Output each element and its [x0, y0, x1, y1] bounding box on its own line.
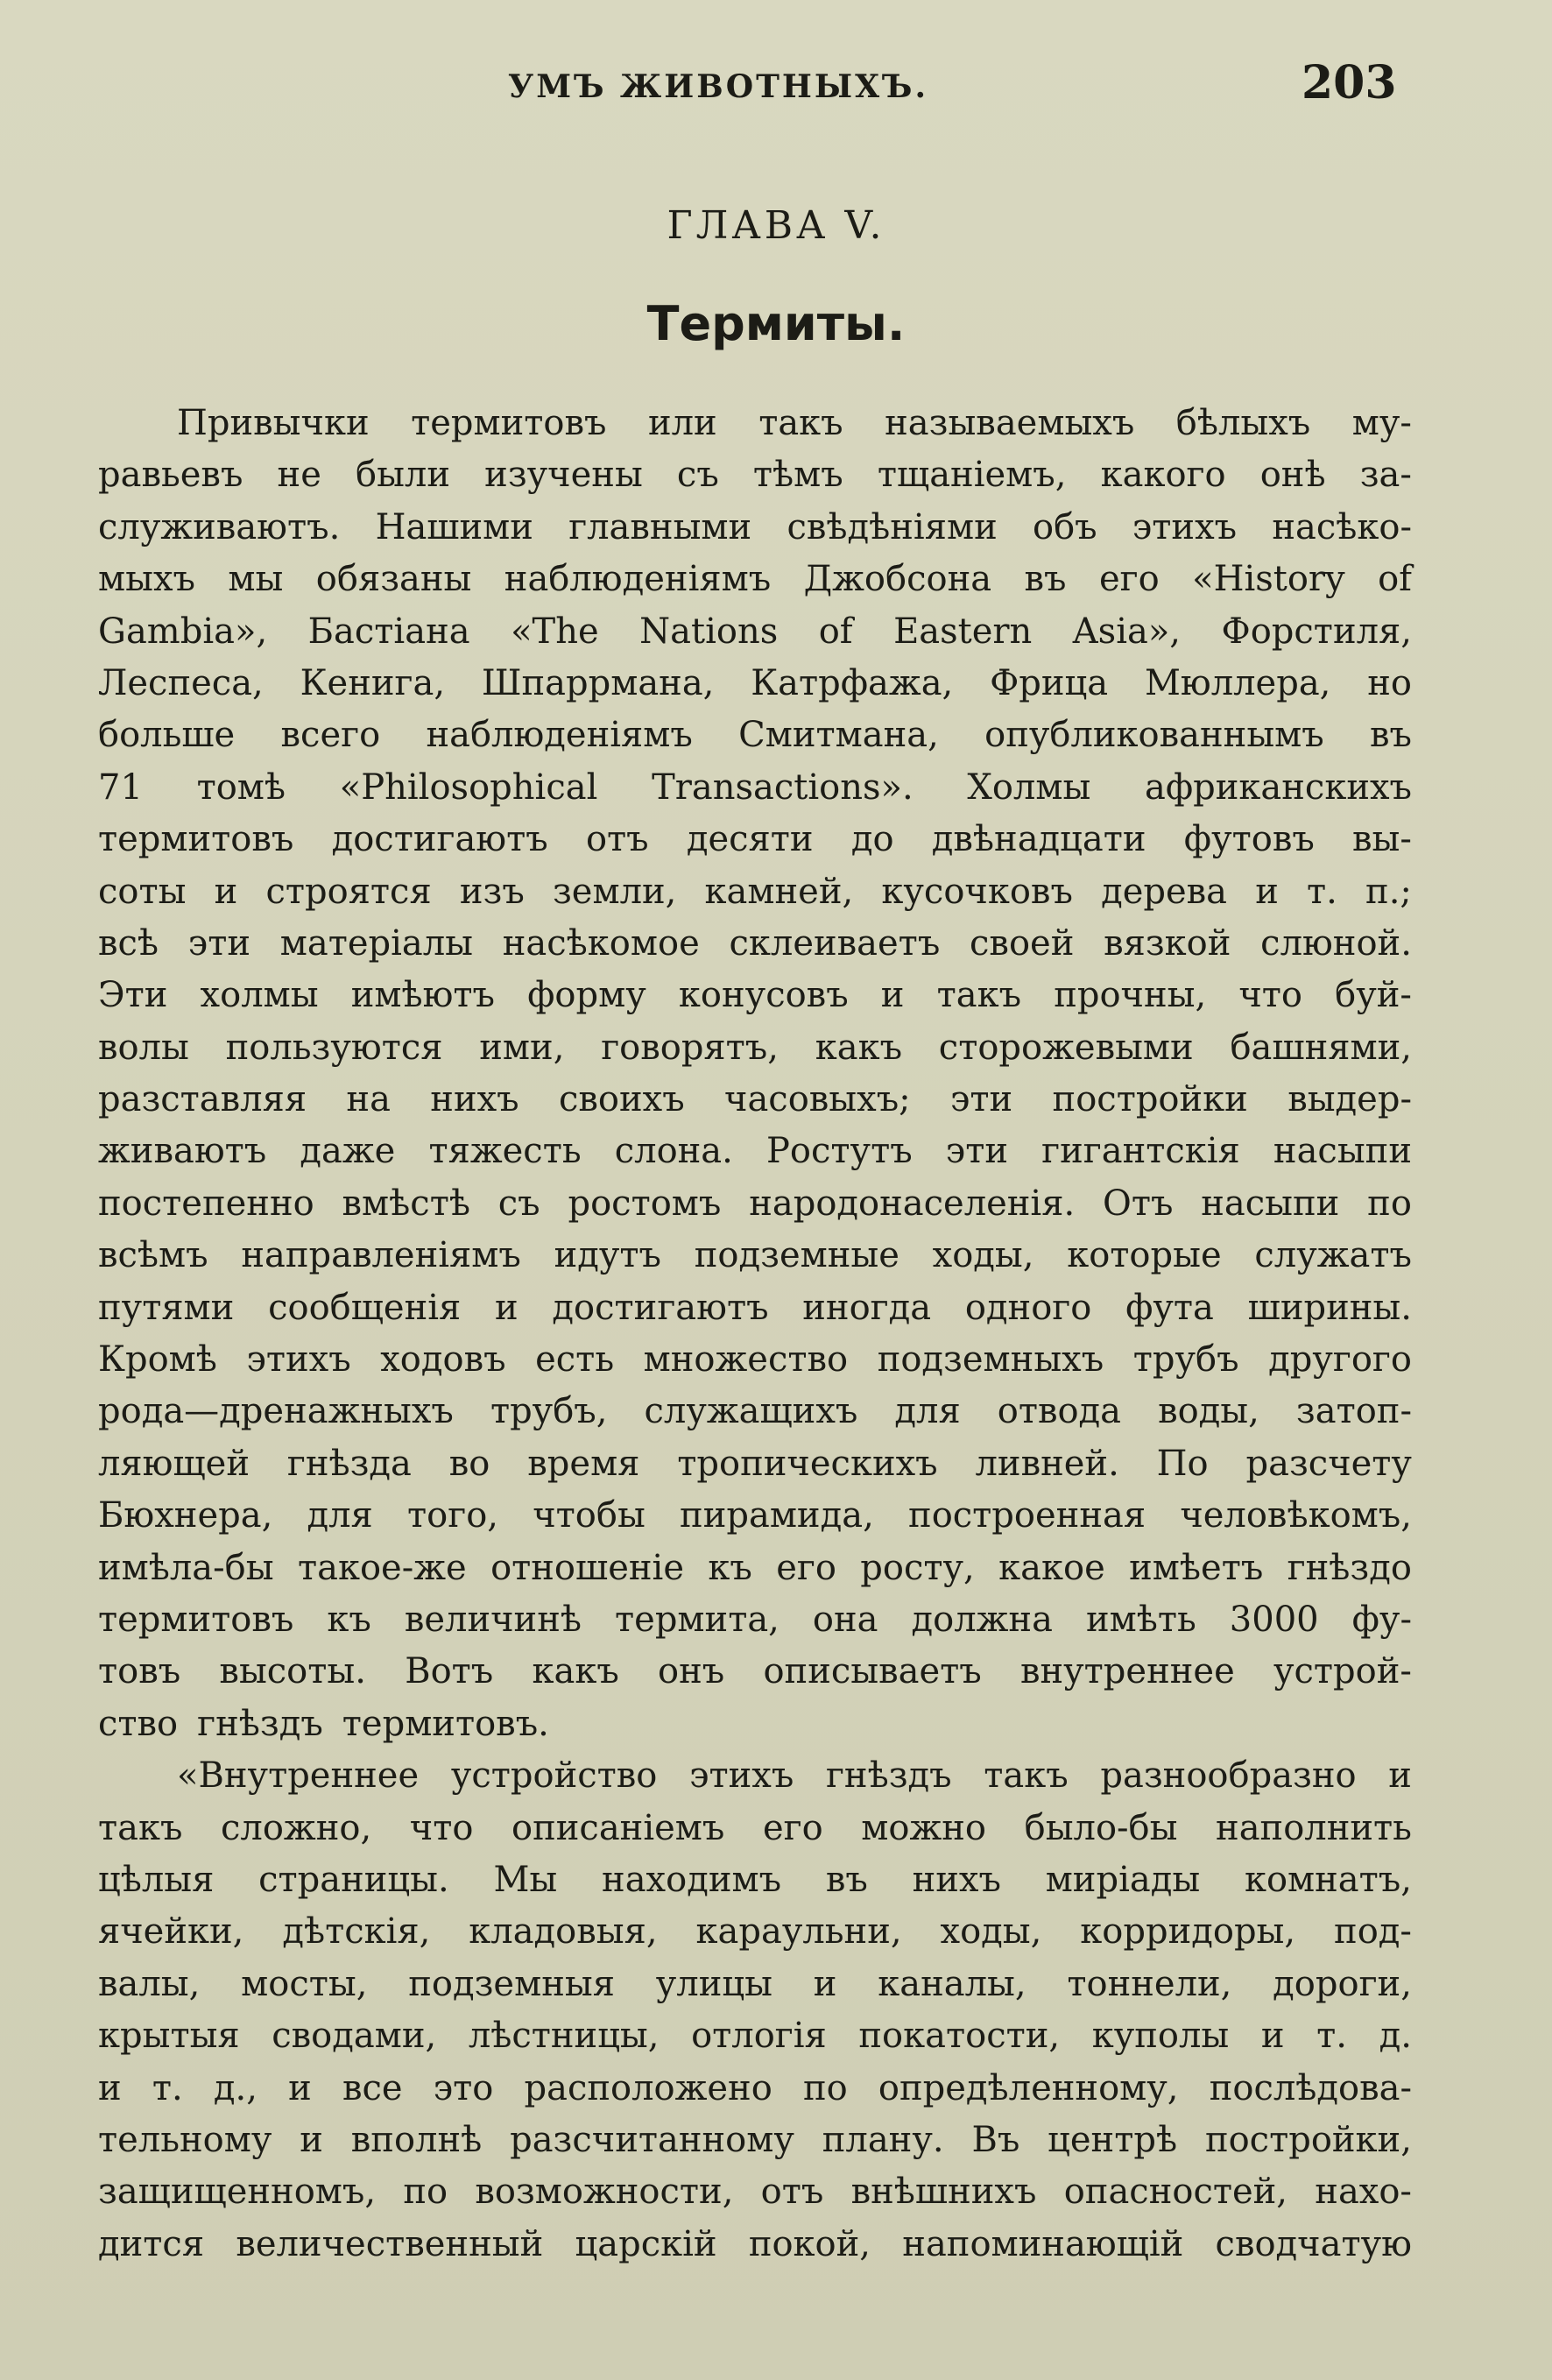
page-number: 203 [1302, 56, 1397, 109]
text-line: Привычки термитовъ или такъ называемыхъ бѣлыхъ му- [177, 403, 1412, 443]
text-line: Леспеса, Кенига, Шпаррмана, Катрфажа, Фрица Мюллера, но [98, 662, 1412, 703]
text-line: постепенно вмѣстѣ съ ростомъ народонаселенія. Отъ насыпи по [98, 1183, 1412, 1224]
text-line: термитовъ достигаютъ отъ десяти до двѣнадцати футовъ вы- [98, 819, 1412, 860]
text-line: «Внутреннее устройство этихъ гнѣздъ такъ разнообразно и [177, 1755, 1412, 1797]
text-line: имѣла-бы такое-же отношеніе къ его росту, какое имѣетъ гнѣздо [98, 1547, 1412, 1588]
text-line: цѣлыя страницы. Мы находимъ въ нихъ миріады комнатъ, [98, 1859, 1412, 1900]
running-title: УМЪ ЖИВОТНЫХЪ. [508, 68, 929, 105]
text-line: соты и строятся изъ земли, камней, кусочковъ дерева и т. п.; [98, 871, 1412, 912]
text-line: мыхъ мы обязаны наблюденіямъ Джобсона въ его «History of [98, 559, 1412, 600]
text-line: ство гнѣздъ термитовъ. [98, 1703, 549, 1744]
text-line: термитовъ къ величинѣ термита, она должна имѣть 3000 фу- [98, 1599, 1412, 1640]
chapter-label: ГЛАВА V. [667, 203, 885, 248]
text-line: Gambia», Бастіана «The Nations of Eastern Asia», Форстиля, [98, 611, 1412, 652]
text-line: рода—дренажныхъ трубъ, служащихъ для отвода воды, затоп- [98, 1391, 1412, 1432]
text-line: всѣмъ направленіямъ идутъ подземные ходы, которые служатъ [98, 1235, 1412, 1276]
text-line: крытыя сводами, лѣстницы, отлогія покатости, куполы и т. д. [98, 2016, 1412, 2057]
text-line: ляющей гнѣзда во время тропическихъ ливней. По разсчету [98, 1443, 1412, 1484]
body-text [98, 398, 1412, 2271]
text-line: больше всего наблюденіямъ Смитмана, опубликованнымъ въ [98, 715, 1412, 756]
text-line: защищенномъ, по возможности, отъ внѣшнихъ опасностей, нахо- [98, 2172, 1412, 2213]
text-line: служиваютъ. Нашими главными свѣдѣніями объ этихъ насѣко- [98, 506, 1412, 547]
text-line: разставляя на нихъ своихъ часовыхъ; эти постройки выдер- [98, 1079, 1412, 1120]
text-line: равьевъ не были изучены съ тѣмъ тщаніемъ, какого онѣ за- [98, 455, 1412, 496]
text-line: волы пользуются ими, говорятъ, какъ сторожевыми башнями, [98, 1027, 1412, 1068]
text-line: всѣ эти матеріалы насѣкомое склеиваетъ своей вязкой слюной. [98, 922, 1412, 964]
text-line: такъ сложно, что описаніемъ его можно было-бы наполнить [98, 1807, 1412, 1848]
text-line: путями сообщенія и достигаютъ иногда одного фута ширины. [98, 1287, 1412, 1328]
chapter-title: Термиты. [646, 296, 906, 351]
text-line: 71 томѣ «Philosophical Transactions». Холмы африканскихъ [98, 766, 1412, 808]
text-line: Кромѣ этихъ ходовъ есть множество подземныхъ трубъ другого [98, 1339, 1412, 1381]
text-line: дится величественный царскій покой, напоминающій сводчатую [98, 2223, 1412, 2264]
text-line: и т. д., и все это расположено по опредѣленному, послѣдова- [98, 2067, 1412, 2108]
text-line: валы, мосты, подземныя улицы и каналы, тоннели, дороги, [98, 1963, 1412, 2004]
text-line: Эти холмы имѣютъ форму конусовъ и такъ прочны, что буй- [98, 975, 1412, 1016]
text-line: товъ высоты. Вотъ какъ онъ описываетъ внутреннее устрой- [98, 1651, 1412, 1692]
text-line: Бюхнера, для того, чтобы пирамида, построенная человѣкомъ, [98, 1495, 1412, 1536]
text-line: ячейки, дѣтскія, кладовыя, караульни, ходы, корридоры, под- [98, 1911, 1412, 1953]
text-line: тельному и вполнѣ разсчитанному плану. Въ центрѣ постройки, [98, 2119, 1412, 2160]
text-line: живаютъ даже тяжесть слона. Ростутъ эти гигантскія насыпи [98, 1131, 1412, 1172]
